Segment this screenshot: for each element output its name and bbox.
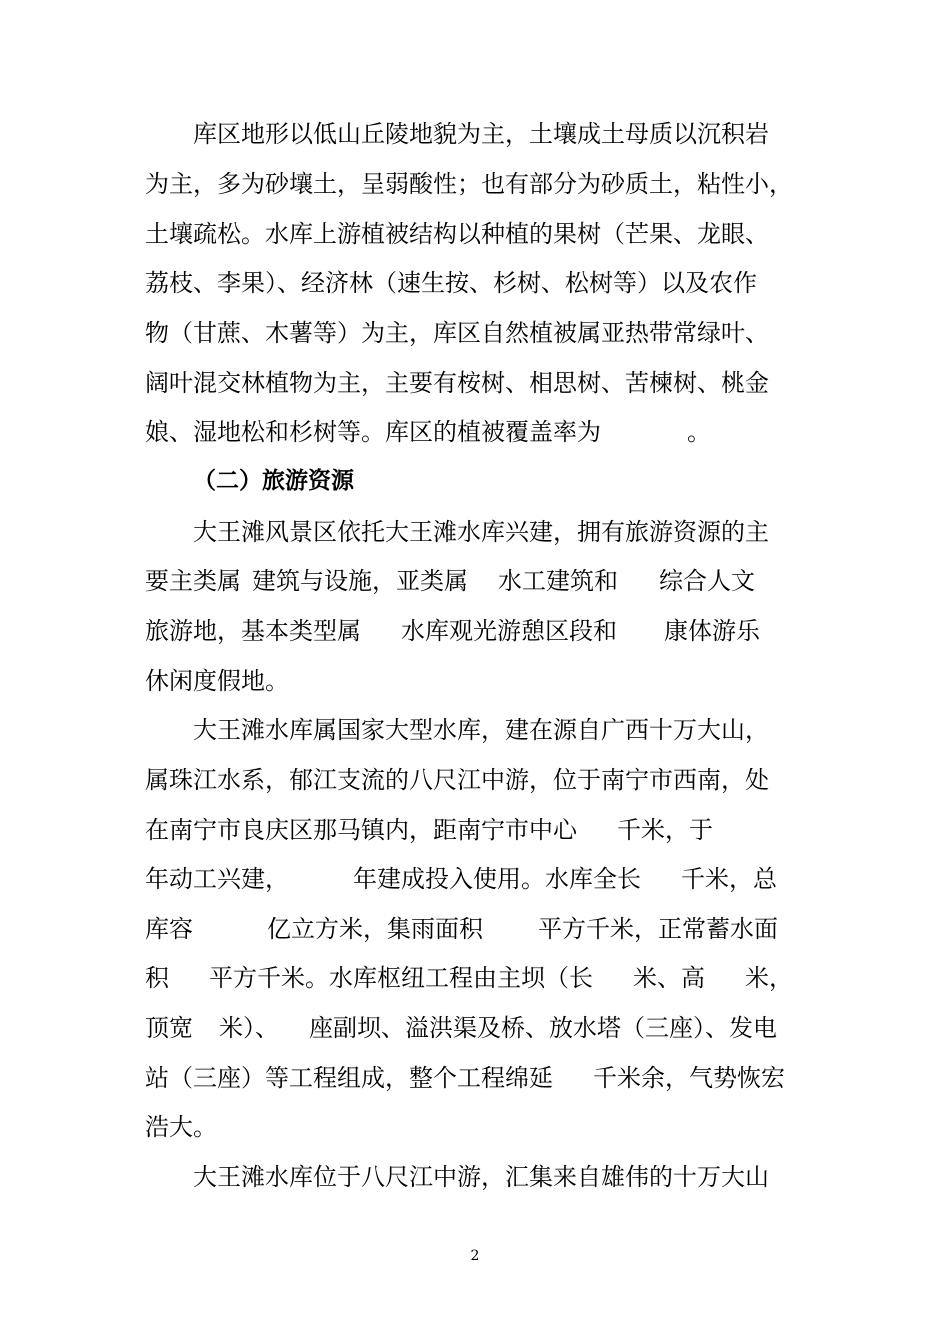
text-segment: 大王滩风景区依托大王滩水库兴建，拥有旅游资源的主 bbox=[193, 518, 769, 546]
text-segment: 顶宽 bbox=[145, 1014, 193, 1042]
text-segment: 荔枝、李果）、经济林（速生按、杉树、松树等）以及农作 bbox=[145, 269, 757, 297]
text-segment: 年建成投入使用。水库全长 bbox=[353, 865, 641, 893]
text-line bbox=[145, 909, 810, 949]
text-segment: 。 bbox=[687, 418, 711, 446]
text-line bbox=[145, 363, 810, 403]
text-line bbox=[145, 611, 810, 651]
text-line bbox=[145, 561, 810, 601]
text-line bbox=[145, 1107, 810, 1147]
text-line bbox=[145, 313, 810, 353]
text-segment: 为主，多为砂壤土，呈弱酸性；也有部分为砂质土，粘性小， bbox=[145, 170, 793, 198]
text-segment: 大王滩水库属国家大型水库，建在源自广西十万大山， bbox=[193, 716, 769, 744]
text-segment: 米）、 bbox=[219, 1014, 279, 1042]
text-segment: 库区地形以低山丘陵地貌为主，土壤成土母质以沉积岩 bbox=[193, 120, 769, 148]
text-line bbox=[193, 710, 810, 750]
text-segment: 水库观光游憩区段和 bbox=[401, 617, 617, 645]
text-line bbox=[145, 859, 810, 899]
text-segment: 水工建筑和 bbox=[498, 567, 618, 595]
text-segment: 浩大。 bbox=[145, 1113, 217, 1141]
text-segment: 在南宁市良庆区那马镇内，距南宁市中心 bbox=[145, 816, 577, 844]
text-segment: 座副坝、溢洪渠及桥、放水塔（三座）、发电 bbox=[309, 1014, 777, 1042]
text-segment: 千米余，气势恢宏 bbox=[593, 1064, 785, 1092]
text-segment: 亿立方米，集雨面积 bbox=[267, 915, 483, 943]
text-line bbox=[145, 263, 810, 303]
page-number: 2 bbox=[470, 1248, 480, 1264]
text-line bbox=[193, 512, 810, 552]
text-line bbox=[145, 412, 810, 452]
text-segment: 年动工兴建， bbox=[145, 865, 289, 893]
text-segment: 休闲度假地。 bbox=[145, 667, 289, 695]
text-segment: 娘、湿地松和杉树等。库区的植被覆盖率为 bbox=[145, 418, 601, 446]
text-segment: 属珠江水系，郁江支流的八尺江中游，位于南宁市西南，处 bbox=[145, 766, 769, 794]
text-line bbox=[193, 114, 810, 154]
text-line bbox=[145, 760, 810, 800]
text-segment: 土壤疏松。水库上游植被结构以种植的果树（芒果、龙眼、 bbox=[145, 220, 769, 248]
text-line bbox=[193, 1157, 810, 1197]
text-segment: 站（三座）等工程组成，整个工程绵延 bbox=[145, 1064, 553, 1092]
text-segment: 库容 bbox=[145, 915, 193, 943]
text-line bbox=[145, 1008, 810, 1048]
text-segment: 千米，于 bbox=[617, 816, 713, 844]
text-segment: 平方千米。水库枢纽工程由主坝（长 bbox=[209, 964, 593, 992]
text-line bbox=[145, 661, 810, 701]
text-line bbox=[145, 810, 810, 850]
text-line bbox=[145, 164, 810, 204]
text-segment: 阔叶混交林植物为主，主要有桉树、相思树、苦楝树、桃金 bbox=[145, 369, 769, 397]
text-line bbox=[145, 958, 810, 998]
text-segment: 大王滩水库位于八尺江中游，汇集来自雄伟的十万大山 bbox=[193, 1163, 769, 1191]
section-heading: （二）旅游资源 bbox=[193, 468, 354, 494]
text-segment: 米， bbox=[745, 964, 793, 992]
text-segment: 建筑与设施，亚类属 bbox=[252, 567, 468, 595]
text-segment: 旅游地，基本类型属 bbox=[145, 617, 361, 645]
text-line bbox=[145, 214, 810, 254]
text-segment: 综合人文 bbox=[659, 567, 755, 595]
text-line bbox=[145, 1058, 810, 1098]
text-segment: 积 bbox=[145, 964, 169, 992]
text-segment: 千米，总 bbox=[681, 865, 777, 893]
text-segment: 物（甘蔗、木薯等）为主，库区自然植被属亚热带常绿叶、 bbox=[145, 319, 769, 347]
text-segment: 要主类属 bbox=[145, 567, 241, 595]
text-segment: 康体游乐 bbox=[664, 617, 760, 645]
text-segment: 平方千米，正常蓄水面 bbox=[538, 915, 778, 943]
text-segment: 米、高 bbox=[633, 964, 705, 992]
